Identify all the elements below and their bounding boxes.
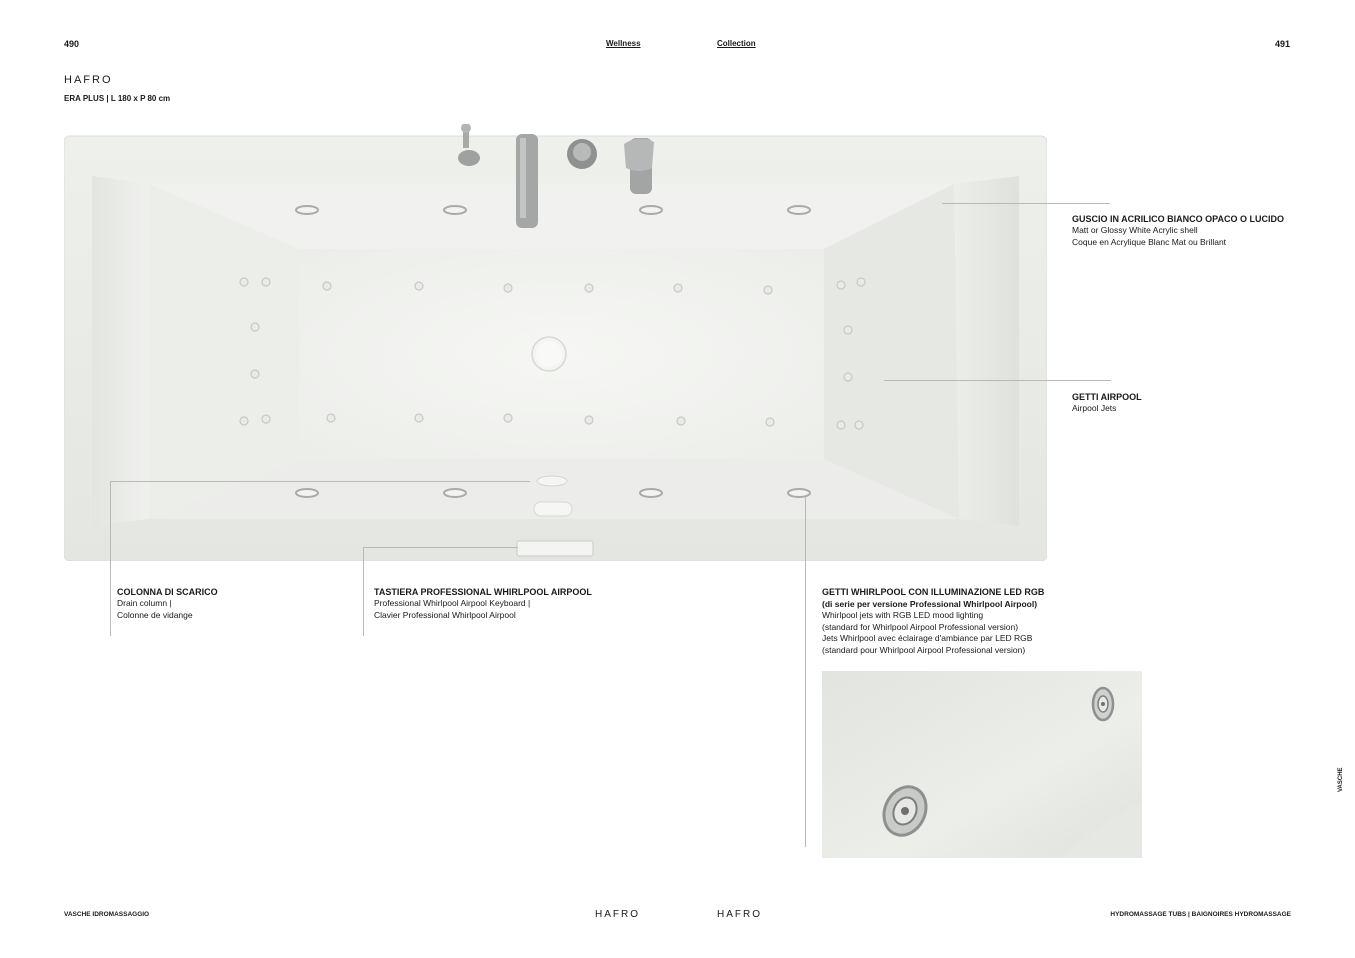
jet-detail-drawing bbox=[822, 671, 1142, 858]
callout-airpool-en: Airpool Jets bbox=[1072, 403, 1117, 413]
page-number-left: 490 bbox=[64, 39, 80, 49]
footer-brand-right: HAFRO bbox=[717, 909, 762, 920]
callout-airpool bbox=[1072, 391, 1312, 415]
model-title bbox=[64, 94, 170, 103]
callout-shell-en: Matt or Glossy White Acrylic shell bbox=[1072, 225, 1198, 235]
leader-line-keyboard-h bbox=[363, 547, 518, 548]
callout-shell-title: GUSCIO IN ACRILICO BIANCO OPACO O LUCIDO bbox=[1072, 214, 1285, 224]
leader-line-drain-v bbox=[110, 481, 111, 636]
nav-link-collection[interactable]: Collection bbox=[717, 39, 756, 48]
leader-line-led bbox=[805, 497, 806, 847]
jet-detail-image bbox=[822, 671, 1142, 858]
callout-keyboard bbox=[374, 586, 674, 621]
callout-airpool-title: GETTI AIRPOOL bbox=[1072, 392, 1142, 402]
callout-led-subtitle: (di serie per versione Professional Whirlpool Airpool) bbox=[822, 599, 1038, 609]
bathtub-image bbox=[64, 124, 1047, 561]
callout-drain-fr: Colonne de vidange bbox=[117, 609, 193, 620]
callout-keyboard-title: TASTIERA PROFESSIONAL WHIRLPOOL AIRPOOL bbox=[374, 587, 592, 597]
callout-led-fr2: (standard pour Whirlpool Airpool Professional version) bbox=[822, 644, 1026, 655]
leader-line-shell bbox=[942, 203, 1110, 204]
callout-drain-en: Drain column | bbox=[117, 598, 172, 608]
callout-keyboard-en: Professional Whirlpool Airpool Keyboard | bbox=[374, 598, 531, 608]
leader-line-airpool bbox=[884, 380, 1111, 381]
callout-led-title: GETTI WHIRLPOOL CON ILLUMINAZIONE LED RGB bbox=[822, 587, 1045, 597]
model-dimensions: L 180 x P 80 cm bbox=[110, 94, 171, 103]
model-name: ERA PLUS bbox=[64, 94, 105, 103]
leader-line-drain-h bbox=[110, 481, 530, 482]
callout-keyboard-fr: Clavier Professional Whirlpool Airpool bbox=[374, 609, 516, 620]
led-jet-small bbox=[1093, 688, 1113, 720]
model-separator: | bbox=[106, 94, 111, 103]
footer-left: VASCHE IDROMASSAGGIO bbox=[64, 911, 150, 918]
side-tab-label: VASCHE bbox=[1338, 767, 1344, 792]
callout-led-fr1: Jets Whirlpool avec éclairage d'ambiance par LED RGB bbox=[822, 633, 1033, 643]
callout-led-en2: (standard for Whirlpool Airpool Professional version) bbox=[822, 621, 1019, 632]
callout-led-en1: Whirlpool jets with RGB LED mood lighting bbox=[822, 610, 984, 620]
footer-brand-left: HAFRO bbox=[595, 909, 640, 920]
bathtub-drawing bbox=[64, 124, 1047, 561]
callout-shell bbox=[1072, 213, 1332, 248]
callout-drain bbox=[117, 586, 337, 621]
page-number-right: 491 bbox=[1275, 39, 1291, 49]
nav-link-wellness[interactable]: Wellness bbox=[606, 39, 641, 48]
leader-line-keyboard-v bbox=[363, 547, 364, 636]
footer-right: HYDROMASSAGE TUBS | BAIGNOIRES HYDROMASSAGE bbox=[1110, 911, 1291, 918]
callout-drain-title: COLONNA DI SCARICO bbox=[117, 587, 218, 597]
callout-shell-fr: Coque en Acrylique Blanc Mat ou Brillant bbox=[1072, 236, 1227, 247]
callout-led bbox=[822, 586, 1142, 656]
brand-logo: HAFRO bbox=[64, 74, 113, 86]
